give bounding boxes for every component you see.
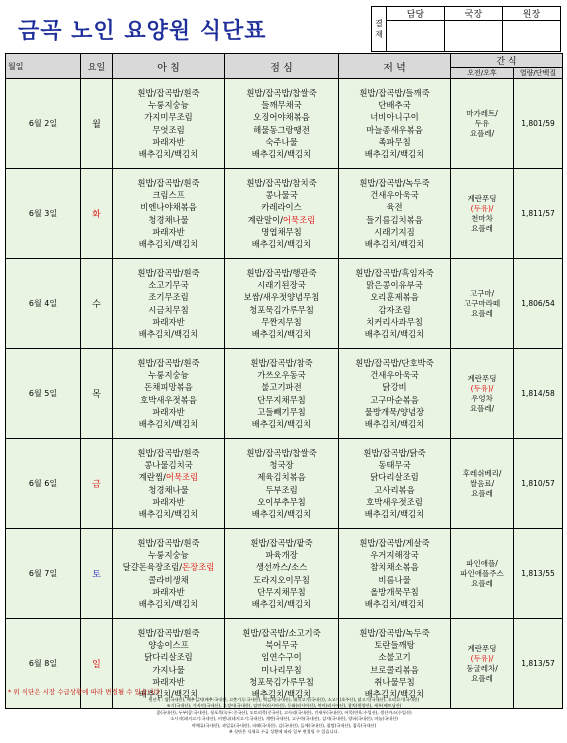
dinner-item: 마늘종새우볶음 — [366, 124, 423, 135]
snack-item: 요플레 — [471, 223, 493, 233]
origin-info — [8, 697, 560, 735]
snack-cell — [451, 79, 514, 169]
lunch-item: 카레라이스 — [261, 202, 302, 213]
breakfast-item: 호박새우젓볶음 — [140, 394, 197, 405]
dinner-item: 흰밥/잡곡밥/들깨죽 — [359, 87, 430, 98]
approval-role: 국장 — [445, 7, 503, 21]
lunch-item: 흰밥/잡곡밥/팥죽 — [250, 537, 313, 548]
dinner-item: 시래기지짐 — [374, 226, 415, 237]
day-date: 6월 4일 — [6, 259, 81, 349]
lunch-item: 배추김치/백김치 — [251, 508, 312, 519]
breakfast-cell — [113, 349, 225, 439]
dinner-item: 고사리볶음 — [374, 484, 415, 495]
breakfast-item: 닭다리살조림 — [144, 652, 193, 663]
origin-line: 소시지(돼지고기:국내산), 비엔나(돼지고기:국내산), 계란(국내산), 고구마(국내산), 감자(국내산), 양파(국내산), 마늘(국내산) — [170, 716, 398, 722]
snack-item: (두유)/ — [470, 203, 494, 213]
lunch-cell — [225, 259, 339, 349]
signature-cell[interactable] — [445, 21, 503, 52]
dinner-item: 고구마순볶음 — [370, 394, 419, 405]
snack-item: 쌀음료/ — [469, 478, 495, 488]
dinner-item: 닭강비 — [382, 382, 407, 393]
breakfast-item: 가지미무조림 — [144, 112, 193, 123]
breakfast-item: 배추김치/백김치 — [138, 598, 199, 609]
lunch-item: 콩나물국 — [265, 190, 298, 201]
snack-cell — [451, 349, 514, 439]
snack-item: 파인애플/ — [466, 558, 498, 568]
lunch-cell — [225, 619, 339, 709]
dinner-item: 브로콜리볶음 — [370, 664, 419, 675]
lunch-item: 청국장 — [269, 460, 294, 471]
breakfast-item: 누룽지숭늉 — [148, 100, 189, 111]
header-kcal: 열량/단백질 — [514, 68, 563, 79]
day-weekday: 월 — [81, 79, 113, 169]
breakfast-cell — [113, 79, 225, 169]
lunch-item: 들깨무채국 — [261, 100, 302, 111]
day-date: 6월 8일 — [6, 619, 81, 709]
lunch-item: 배추김치/백김치 — [251, 688, 312, 699]
origin-line: 원산지 : 쌀(국내산), 배추김치(배추:국내산, 고춧가루:국내산), 백김치(국내산), 돼지고기(국내산), 소고기(호주산), 닭고기(국내산), 오리고기(국내산) — [148, 697, 420, 702]
day-weekday: 목 — [81, 349, 113, 439]
lunch-item: 단무지채무침 — [257, 394, 306, 405]
dinner-item: 닭다리살조림 — [370, 472, 419, 483]
lunch-item: 흰밥/잡곡밥/참치죽 — [246, 177, 317, 188]
lunch-item: 미나리무침 — [261, 664, 302, 675]
header-weekday: 요일 — [81, 54, 113, 79]
dinner-cell — [339, 439, 451, 529]
breakfast-item: 배추김치/백김치 — [138, 148, 199, 159]
dinner-item: 너비아니구이 — [370, 112, 419, 123]
day-date: 6월 2일 — [6, 79, 81, 169]
lunch-item: 고들빼기무침 — [257, 406, 306, 417]
breakfast-item: 청경채나물 — [148, 214, 189, 225]
breakfast-item: 소고기무국 — [148, 280, 189, 291]
dinner-item: 흰밥/잡곡밥/닭죽 — [363, 447, 426, 458]
header-dinner: 저 녁 — [339, 54, 451, 79]
origin-line: ※ 식단은 식재료 수급 상황에 따라 일부 변경될 수 있습니다. — [229, 729, 339, 735]
dinner-item: 들기름김치볶음 — [366, 214, 423, 225]
lunch-item: 시래기된장국 — [257, 280, 306, 291]
dinner-item: 배추김치/백김치 — [364, 148, 425, 159]
dinner-item: 오리훈제볶음 — [370, 292, 419, 303]
breakfast-item: 흰밥/잡곡밥/흰죽 — [137, 267, 200, 278]
lunch-item: 불고기파전 — [261, 382, 302, 393]
breakfast-item: 파래자반 — [152, 586, 185, 597]
approval-role: 원장 — [503, 7, 561, 21]
breakfast-item: 돈채피망볶음 — [144, 382, 193, 393]
dinner-item: 배추김치/백김치 — [364, 598, 425, 609]
snack-item: 요플레 — [471, 673, 493, 683]
day-row — [6, 439, 563, 529]
snack-cell — [451, 439, 514, 529]
breakfast-item: 콩나물김치국 — [144, 460, 193, 471]
dinner-item: 배추김치/백김치 — [364, 688, 425, 699]
dinner-cell — [339, 79, 451, 169]
snack-item: (두유)/ — [470, 653, 494, 663]
lunch-item: 임연수구이 — [261, 652, 302, 663]
dinner-cell — [339, 349, 451, 439]
origin-line: 야채류(국내산), 과일류(국내산), 파래(국내산), 김(국내산), 들깨(국내산), 찹쌀(국내산), 잡곡(국내산) — [191, 722, 377, 728]
header-date: 월일 — [6, 54, 81, 79]
lunch-item: 북어무국 — [265, 640, 298, 651]
snack-cell — [451, 619, 514, 709]
breakfast-item: 파래자반 — [152, 676, 185, 687]
breakfast-item: 누룽지숭늉 — [148, 370, 189, 381]
day-row — [6, 529, 563, 619]
breakfast-item: 파래자반 — [152, 226, 185, 237]
dinner-cell — [339, 259, 451, 349]
dinner-item: 배추김치/백김치 — [364, 418, 425, 429]
day-weekday: 토 — [81, 529, 113, 619]
snack-cell — [451, 169, 514, 259]
header-lunch: 점 심 — [225, 54, 339, 79]
approval-label: 결재 — [372, 7, 387, 52]
dinner-item: 치커리사과무침 — [366, 316, 423, 327]
signature-cell[interactable] — [503, 21, 561, 52]
dinner-item: 족파무침 — [378, 136, 411, 147]
breakfast-item: 비엔나야채볶음 — [140, 202, 197, 213]
lunch-item: 가쓰오우동국 — [257, 370, 306, 381]
breakfast-item: 가지나물 — [152, 664, 185, 675]
lunch-item: 배추김치/백김치 — [251, 148, 312, 159]
dinner-item: 맑은콩이유부국 — [366, 280, 423, 291]
breakfast-item: 배추김치/백김치 — [138, 238, 199, 249]
snack-item: 요플레/ — [469, 128, 495, 138]
lunch-item: 파육개장 — [265, 550, 298, 561]
lunch-item: 단무지채무침 — [257, 586, 306, 597]
lunch-item: 숙주나물 — [265, 136, 298, 147]
kcal-protein: 1,811/57 — [514, 169, 563, 259]
day-weekday: 화 — [81, 169, 113, 259]
lunch-item: 보쌈/새우젓양념무침 — [243, 292, 320, 303]
breakfast-item: 누룽지숭늉 — [148, 550, 189, 561]
lunch-cell — [225, 349, 339, 439]
dinner-item: 흰밥/잡곡밥/게살죽 — [359, 537, 430, 548]
kcal-protein: 1,810/57 — [514, 439, 563, 529]
breakfast-item: 배추김치/백김치 — [138, 508, 199, 519]
breakfast-item: 흰밥/잡곡밥/흰죽 — [137, 177, 200, 188]
day-row — [6, 349, 563, 439]
snack-item: 고구마라떼 — [463, 298, 501, 308]
dinner-item: 육전 — [386, 202, 403, 213]
dinner-item: 흰밥/잡곡밥/단호박죽 — [355, 357, 434, 368]
breakfast-item: 조기무조림 — [148, 292, 189, 303]
breakfast-item: 흰밥/잡곡밥/흰죽 — [137, 447, 200, 458]
dinner-item: 토란들깨탕 — [374, 640, 415, 651]
day-row — [6, 79, 563, 169]
breakfast-item: 흰밥/잡곡밥/흰죽 — [137, 537, 200, 548]
breakfast-item: 계란찜/어묵조림 — [138, 472, 199, 483]
origin-line: 콩(국내산), 두부(콩:국내산), 청포묵(녹두:중국산), 도토리묵(중국산), 고사리(국내산), 건새우(국내산), 어묵(연육:수입산), 생선까스(수입산) — [156, 709, 412, 715]
page-title: 금곡 노인 요양원 식단표 — [18, 19, 267, 44]
dinner-item: 호박새우젓조림 — [366, 496, 423, 507]
lunch-cell — [225, 529, 339, 619]
dinner-item: 물방개묵/양념장 — [364, 406, 425, 417]
dinner-cell — [339, 619, 451, 709]
dinner-item: 흰밥/잡곡밥/녹두죽 — [359, 177, 430, 188]
kcal-protein: 1,814/58 — [514, 349, 563, 439]
snack-item: 계란푸딩 — [467, 373, 497, 383]
lunch-item: 오징어야채볶음 — [253, 112, 310, 123]
dinner-item: 동태무국 — [378, 460, 411, 471]
snack-cell — [451, 529, 514, 619]
approval-box — [371, 6, 561, 52]
snack-item: 우엉차 — [471, 393, 493, 403]
lunch-cell — [225, 439, 339, 529]
dinner-item: 건새우아욱국 — [370, 370, 419, 381]
dinner-item: 비름나물 — [378, 574, 411, 585]
day-row — [6, 169, 563, 259]
breakfast-item: 흰밥/잡곡밥/흰죽 — [137, 627, 200, 638]
dinner-item: 참치채소볶음 — [370, 562, 419, 573]
lunch-item: 해물동그랑땡전 — [253, 124, 310, 135]
breakfast-cell — [113, 169, 225, 259]
day-row — [6, 259, 563, 349]
dinner-item: 감자조림 — [378, 304, 411, 315]
day-weekday: 수 — [81, 259, 113, 349]
day-weekday: 금 — [81, 439, 113, 529]
lunch-item: 흰밥/잡곡밥/참죽 — [250, 357, 313, 368]
lunch-item: 명엽채무침 — [261, 226, 302, 237]
dinner-item: 올방개묵무침 — [370, 586, 419, 597]
breakfast-item: 배추김치/백김치 — [138, 688, 199, 699]
breakfast-item: 청경채나물 — [148, 484, 189, 495]
breakfast-item: 시금치무침 — [148, 304, 189, 315]
snack-item: 천마차 — [471, 213, 493, 223]
lunch-item: 생선까스/소스 — [255, 562, 308, 573]
snack-item: 고구마/ — [469, 288, 495, 298]
header-snack-group: 간 식 — [451, 54, 563, 68]
header-breakfast: 아 침 — [113, 54, 225, 79]
day-date: 6월 6일 — [6, 439, 81, 529]
snack-item: 계란푸딩 — [467, 193, 497, 203]
breakfast-item: 달걀돈육장조림/돈장조림 — [122, 562, 215, 573]
breakfast-cell — [113, 439, 225, 529]
dinner-item: 배추김치/백김치 — [364, 328, 425, 339]
breakfast-item: 파래자반 — [152, 316, 185, 327]
lunch-item: 배추김치/백김치 — [251, 598, 312, 609]
snack-item: 요플레/ — [469, 403, 495, 413]
breakfast-item: 콜라비생채 — [148, 574, 189, 585]
lunch-cell — [225, 169, 339, 259]
snack-item: 파인애플주스 — [460, 568, 504, 578]
dinner-item: 소불고기 — [378, 652, 411, 663]
lunch-cell — [225, 79, 339, 169]
dinner-item: 흰밥/잡곡밥/녹두죽 — [359, 627, 430, 638]
kcal-protein: 1,813/57 — [514, 619, 563, 709]
header-snack: 오전/오후 — [451, 68, 514, 79]
dinner-item: 건새우아욱국 — [370, 190, 419, 201]
breakfast-item: 파래자반 — [152, 136, 185, 147]
lunch-item: 흰밥/잡곡밥/찹쌀죽 — [246, 447, 317, 458]
lunch-item: 배추김치/백김치 — [251, 328, 312, 339]
breakfast-cell — [113, 259, 225, 349]
kcal-protein: 1,806/54 — [514, 259, 563, 349]
dinner-cell — [339, 529, 451, 619]
snack-item: 요플레 — [471, 308, 493, 318]
breakfast-item: 무엇조림 — [152, 124, 185, 135]
signature-cell[interactable] — [387, 21, 445, 52]
approval-role: 담당 — [387, 7, 445, 21]
lunch-item: 두부조림 — [265, 484, 298, 495]
day-date: 6월 7일 — [6, 529, 81, 619]
kcal-protein: 1,813/55 — [514, 529, 563, 619]
snack-item: 후레쉬베리/ — [462, 468, 502, 478]
lunch-item: 배추김치/백김치 — [251, 418, 312, 429]
breakfast-item: 파래자반 — [152, 406, 185, 417]
day-date: 6월 3일 — [6, 169, 81, 259]
snack-item: 계란푸딩 — [467, 643, 497, 653]
kcal-protein: 1,801/59 — [514, 79, 563, 169]
snack-item: 요플레 — [471, 488, 493, 498]
day-date: 6월 5일 — [6, 349, 81, 439]
lunch-item: 흰밥/잡곡밥/소고기죽 — [242, 627, 321, 638]
lunch-item: 배추김치/백김치 — [251, 238, 312, 249]
snack-item: 둥굴레차/ — [466, 663, 498, 673]
lunch-item: 도라지오이무침 — [253, 574, 310, 585]
meal-table — [5, 53, 563, 709]
lunch-item: 청포묵김가루무침 — [249, 304, 314, 315]
breakfast-item: 배추김치/백김치 — [138, 328, 199, 339]
origin-line: 조기(국내산), 가자미(국내산), 오징어(국내산), 임연수(러시아산), 동태(러시아산), 북어(러시아산), 참치(원양산), 새우(베트남산) — [166, 703, 402, 709]
snack-item: 요플레 — [471, 578, 493, 588]
dinner-item: 단배추국 — [378, 100, 411, 111]
breakfast-item: 배추김치/백김치 — [138, 418, 199, 429]
dinner-item: 배추김치/백김치 — [364, 508, 425, 519]
lunch-item: 청포묵김가루무침 — [249, 676, 314, 687]
dinner-cell — [339, 169, 451, 259]
day-weekday: 일 — [81, 619, 113, 709]
snack-item: 두유 — [474, 118, 490, 128]
breakfast-item: 흰밥/잡곡밥/흰죽 — [137, 87, 200, 98]
breakfast-item: 흰밥/잡곡밥/흰죽 — [137, 357, 200, 368]
lunch-item: 오이부추무침 — [257, 496, 306, 507]
snack-item: (두유)/ — [470, 383, 494, 393]
lunch-item: 제육김치볶음 — [257, 472, 306, 483]
lunch-item: 무짠지무침 — [261, 316, 302, 327]
breakfast-item: 양송이스프 — [148, 640, 189, 651]
breakfast-item: 파래자반 — [152, 496, 185, 507]
dinner-item: 흰밥/잡곡밥/흑임자죽 — [355, 267, 434, 278]
lunch-item: 흰밥/잡곡밥/행관죽 — [246, 267, 317, 278]
snack-cell — [451, 259, 514, 349]
snack-item: 마가레트/ — [466, 108, 498, 118]
lunch-item: 흰밥/잡곡밥/찹쌀죽 — [246, 87, 317, 98]
dinner-item: 우거지해장국 — [370, 550, 419, 561]
lunch-item: 계란말이/어묵조림 — [247, 214, 316, 225]
breakfast-cell — [113, 529, 225, 619]
breakfast-item: 크림스프 — [152, 190, 185, 201]
dinner-item: 배추김치/백김치 — [364, 238, 425, 249]
dinner-item: 취나물무침 — [374, 676, 415, 687]
notice-text: * 위 식단은 시장 수급상황에 따라 변경될 수 있습니다 — [8, 688, 160, 696]
